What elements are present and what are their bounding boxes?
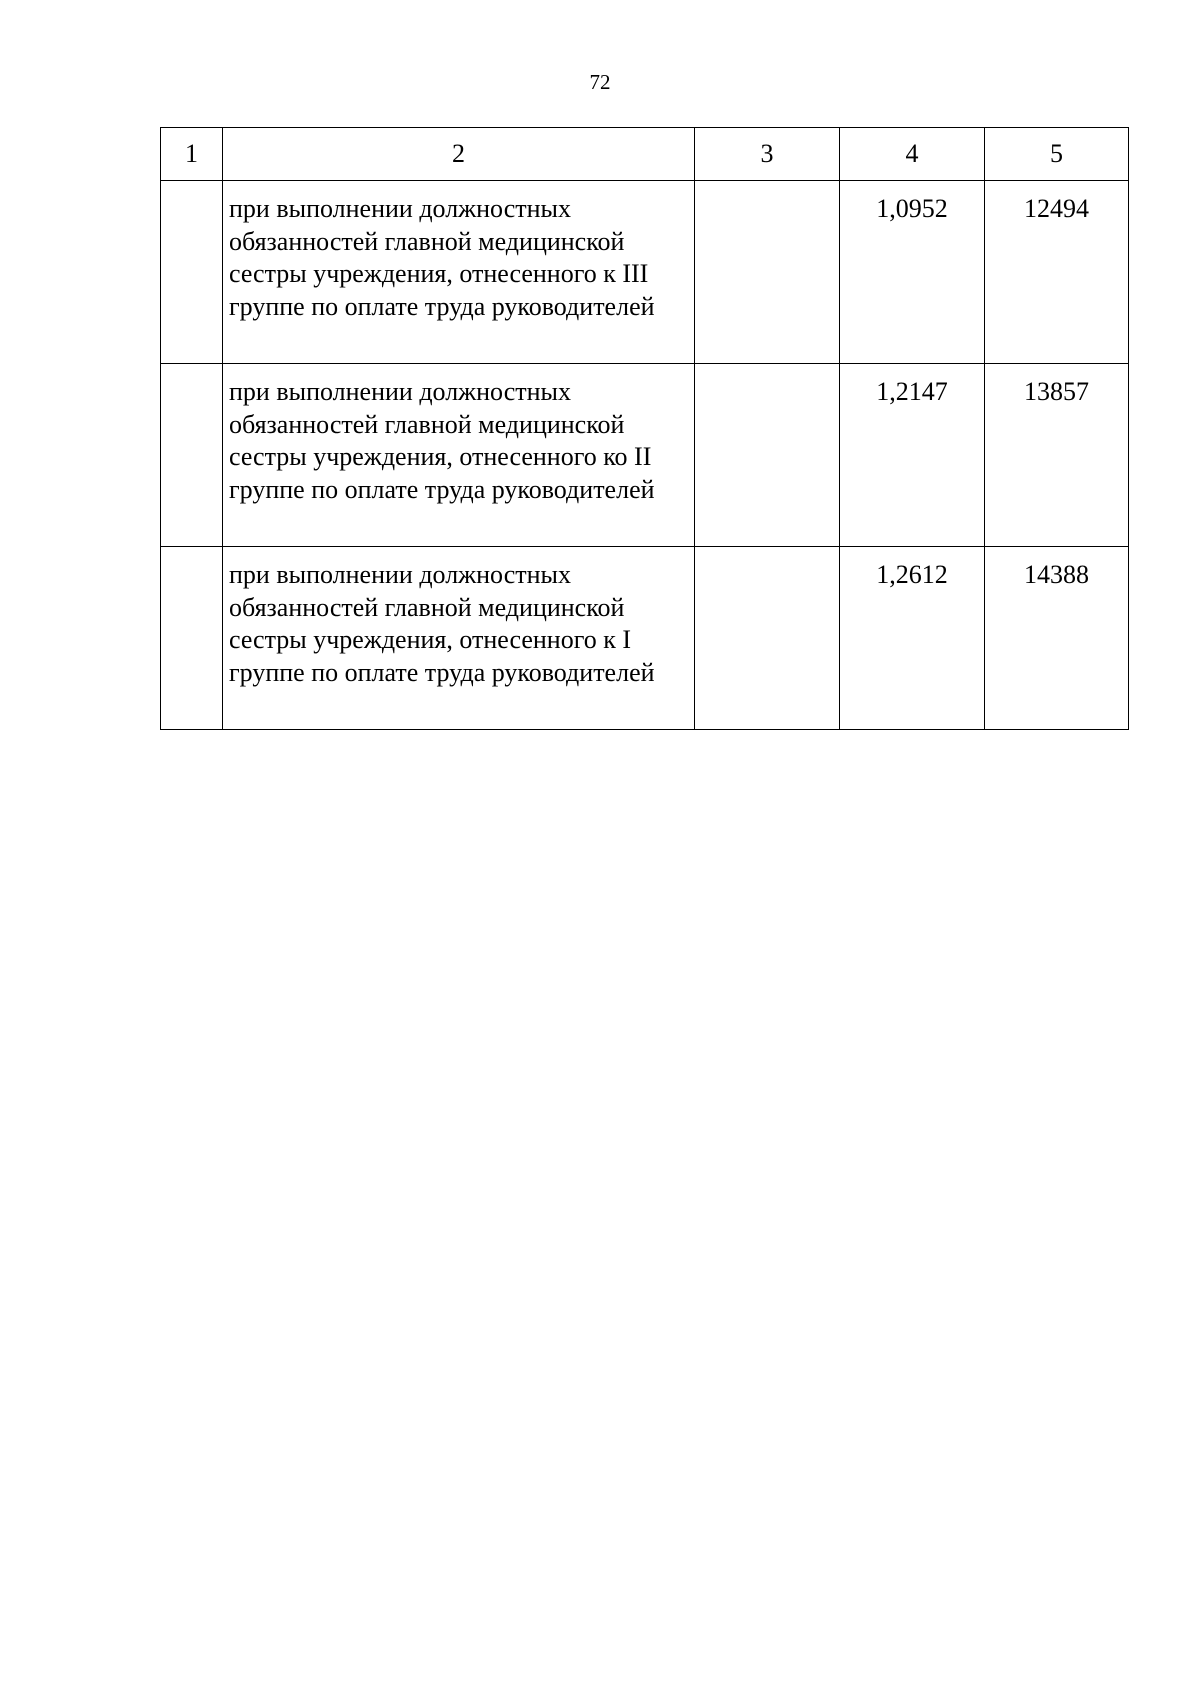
page-number: 72 (589, 70, 611, 94)
column-header-5: 5 (985, 128, 1129, 181)
amount-cell: 14388 (985, 547, 1129, 730)
column-3-cell (695, 364, 840, 547)
description-cell: при выполнении должностных обязанностей главной медицинской сестры учреждения, отнесенного ко II группе по оплате труда руководителей (223, 364, 695, 547)
description-cell: при выполнении должностных обязанностей главной медицинской сестры учреждения, отнесенного к I группе по оплате труда руководителей (223, 547, 695, 730)
header-row (161, 128, 1129, 181)
column-3-cell (695, 181, 840, 364)
column-header-1: 1 (161, 128, 223, 181)
salary-table (160, 127, 1129, 730)
coefficient-cell: 1,2147 (840, 364, 985, 547)
table-row (161, 364, 1129, 547)
row-number-cell (161, 547, 223, 730)
amount-cell: 12494 (985, 181, 1129, 364)
description-cell: при выполнении должностных обязанностей главной медицинской сестры учреждения, отнесенного к III группе по оплате труда руководителей (223, 181, 695, 364)
column-3-cell (695, 547, 840, 730)
amount-cell: 13857 (985, 364, 1129, 547)
table-row (161, 547, 1129, 730)
column-header-3: 3 (695, 128, 840, 181)
table-row (161, 181, 1129, 364)
column-header-4: 4 (840, 128, 985, 181)
column-header-2: 2 (223, 128, 695, 181)
row-number-cell (161, 364, 223, 547)
coefficient-cell: 1,0952 (840, 181, 985, 364)
row-number-cell (161, 181, 223, 364)
coefficient-cell: 1,2612 (840, 547, 985, 730)
